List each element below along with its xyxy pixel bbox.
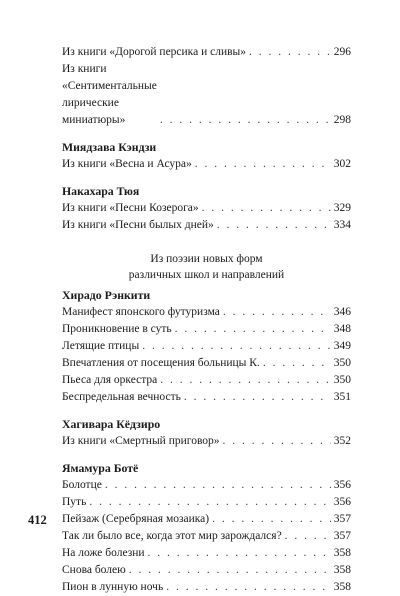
table-of-contents bbox=[62, 44, 351, 596]
toc-entry[interactable] bbox=[62, 61, 351, 129]
toc-entry-title: Пьеса для оркестра bbox=[62, 374, 158, 386]
toc-entry-page: 350 bbox=[333, 374, 351, 386]
section-heading-line: Из поэзии новых форм bbox=[150, 253, 263, 265]
toc-entry[interactable] bbox=[62, 44, 351, 61]
leader-dots bbox=[202, 200, 331, 217]
leader-dots bbox=[142, 338, 331, 355]
toc-entry[interactable] bbox=[62, 579, 351, 596]
toc-entry-title: Из книги «Весна и Асура» bbox=[62, 158, 192, 170]
toc-entry-page: 358 bbox=[333, 581, 351, 593]
toc-entry[interactable] bbox=[62, 156, 351, 173]
leader-dots bbox=[223, 304, 331, 321]
toc-entry[interactable] bbox=[62, 200, 351, 217]
toc-entry-title: Беспредельная вечность bbox=[62, 391, 181, 403]
section-heading bbox=[62, 251, 351, 283]
toc-entry[interactable] bbox=[62, 433, 351, 450]
toc-entry-page: 352 bbox=[333, 435, 351, 447]
toc-entry-title: Пейзаж (Серебряная мозаика) bbox=[62, 513, 210, 525]
toc-entry-title: Из книги «Сентиментальные лирические миниатюры» bbox=[62, 63, 157, 126]
toc-entry-page: 346 bbox=[333, 306, 351, 318]
toc-entry-title: Болотце bbox=[62, 479, 102, 491]
leader-dots bbox=[285, 528, 331, 545]
leader-dots bbox=[89, 494, 330, 511]
toc-entry-title: Снова болею bbox=[62, 564, 126, 576]
toc-entry[interactable] bbox=[62, 494, 351, 511]
toc-entry-title: Путь bbox=[62, 496, 87, 508]
leader-dots bbox=[175, 321, 331, 338]
toc-entry[interactable] bbox=[62, 372, 351, 389]
leader-dots bbox=[263, 355, 331, 372]
toc-entry-page: 356 bbox=[333, 496, 351, 508]
toc-entry-page: 358 bbox=[333, 547, 351, 559]
leader-dots bbox=[223, 433, 331, 450]
toc-entry[interactable] bbox=[62, 389, 351, 406]
leader-dots bbox=[217, 217, 331, 234]
toc-entry-page: 350 bbox=[333, 357, 351, 369]
toc-entry-page: 302 bbox=[333, 158, 351, 170]
toc-entry-title: Из книги «Смертный приговор» bbox=[62, 435, 220, 447]
toc-entry[interactable] bbox=[62, 217, 351, 234]
toc-entry-title: Из книги «Песни былых дней» bbox=[62, 219, 214, 231]
leader-dots bbox=[249, 44, 331, 61]
toc-group bbox=[62, 460, 351, 596]
toc-entry-page: 358 bbox=[333, 564, 351, 576]
toc-entry-title: Из книги «Песни Козерога» bbox=[62, 202, 199, 214]
leader-dots bbox=[195, 156, 331, 173]
leader-dots bbox=[166, 579, 331, 596]
toc-entry[interactable] bbox=[62, 562, 351, 579]
toc-entry-title: Проникновение в суть bbox=[62, 323, 172, 335]
author-name: Хагивара Кёдзиро bbox=[62, 417, 161, 431]
toc-entry[interactable] bbox=[62, 338, 351, 355]
author-name: Миядзава Кэндзи bbox=[62, 140, 157, 154]
toc-entry-title: Летящие птицы bbox=[62, 340, 140, 352]
toc-entry-title: Так ли было все, когда этот мир зарождался? bbox=[62, 530, 282, 542]
toc-entry-page: 329 bbox=[333, 202, 351, 214]
toc-group bbox=[62, 139, 351, 173]
toc-entry-page: 357 bbox=[333, 530, 351, 542]
toc-entry[interactable] bbox=[62, 304, 351, 321]
author-name: Ямамура Ботё bbox=[62, 461, 139, 475]
leader-dots bbox=[129, 562, 331, 579]
toc-entry-page: 348 bbox=[333, 323, 351, 335]
toc-group bbox=[62, 44, 351, 129]
toc-entry[interactable] bbox=[62, 545, 351, 562]
toc-entry-page: 356 bbox=[333, 479, 351, 491]
toc-entry-page: 357 bbox=[333, 513, 351, 525]
author-name: Хирадо Рэнкити bbox=[62, 288, 151, 302]
toc-group bbox=[62, 287, 351, 406]
toc-entry[interactable] bbox=[62, 321, 351, 338]
toc-entry-page: 298 bbox=[333, 114, 351, 126]
leader-dots bbox=[184, 389, 331, 406]
section-heading-line: различных школ и направлений bbox=[128, 269, 285, 281]
toc-entry-title: На ложе болезни bbox=[62, 547, 145, 559]
toc-entry-page: 351 bbox=[333, 391, 351, 403]
leader-dots bbox=[160, 372, 331, 389]
toc-entry[interactable] bbox=[62, 528, 351, 545]
toc-entry-title: Манифест японского футуризма bbox=[62, 306, 220, 318]
toc-entry-title: Из книги «Дорогой персика и сливы» bbox=[62, 46, 247, 58]
leader-dots bbox=[105, 477, 331, 494]
toc-group bbox=[62, 416, 351, 450]
leader-dots bbox=[148, 545, 331, 562]
toc-entry[interactable] bbox=[62, 477, 351, 494]
toc-entry[interactable] bbox=[62, 355, 351, 372]
toc-entry-page: 349 bbox=[333, 340, 351, 352]
toc-group bbox=[62, 183, 351, 234]
leader-dots bbox=[160, 112, 331, 129]
toc-entry-title: Пион в лунную ночь bbox=[62, 581, 164, 593]
toc-entry-title: Впечатления от посещения больницы К. bbox=[62, 357, 260, 369]
author-name: Накахара Тюя bbox=[62, 184, 140, 198]
leader-dots bbox=[212, 511, 331, 528]
toc-entry-page: 334 bbox=[333, 219, 351, 231]
toc-entry[interactable] bbox=[62, 511, 351, 528]
page-number: 412 bbox=[28, 513, 47, 527]
toc-entry-page: 296 bbox=[333, 46, 351, 58]
